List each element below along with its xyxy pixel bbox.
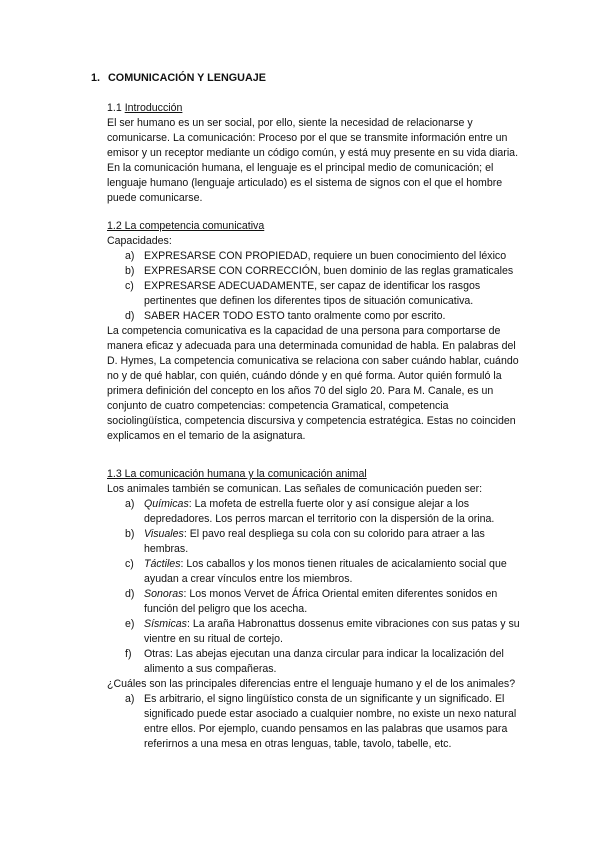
signals-list <box>107 497 525 677</box>
section-heading <box>107 101 525 116</box>
section-number: 1.1 <box>107 102 122 114</box>
list-item <box>107 279 525 309</box>
list-item-term: Táctiles <box>144 558 181 570</box>
list-item <box>107 587 525 617</box>
chapter-number: 1. <box>91 72 101 84</box>
question: ¿Cuáles son las principales diferencias entre el lenguaje humano y el de los animales? <box>107 678 516 690</box>
list-item-text: EXPRESARSE ADECUADAMENTE, ser capaz de identificar los rasgos pertinentes que definen los diferentes tipos de situación comunicativa. <box>144 280 481 307</box>
list-item-term: Sísmicas <box>144 618 187 630</box>
list-marker: f) <box>125 648 132 660</box>
list-item <box>107 497 525 527</box>
list-marker: d) <box>125 310 135 322</box>
list-item-text: SABER HACER TODO ESTO tanto oralmente como por escrito. <box>144 310 446 322</box>
list-marker: e) <box>125 618 135 630</box>
list-item-term: Otras <box>144 648 170 660</box>
section-title: Introducción <box>124 102 183 114</box>
paragraph: La competencia comunicativa es la capacidad de una persona para comportarse de manera eficaz y adecuada para una determinada comunidad de habla. En palabras del D. Hymes, La competencia comunicativa se relaciona con saber cuándo hablar, cuándo no y de qué hablar, con quién, cuándo dónde y en qué forma. Autor quién formuló la primera definición del concepto en los años 70 del siglo 20. Para M. Canale, es un conjunto de cuatro competencias: competencia Gramatical, competencia sociolingüística, competencia discursiva y competencia estratégica. Estas no coinciden explicamos en el temario de la asignatura. <box>107 325 519 442</box>
paragraph: El ser humano es un ser social, por ello, siente la necesidad de relacionarse y comunicarse. La comunicación: Proceso por el que se transmite información entre un emisor y un receptor mediante un código común, y está muy presente en su vida diaria. En la comunicación humana, el lenguaje es el principal medio de comunicación; el lenguaje humano (lenguaje articulado) es el sistema de signos con el que el hombre puede comunicarse. <box>107 117 519 204</box>
list-marker: d) <box>125 588 135 600</box>
list-item <box>107 617 525 647</box>
section-heading: 1.2 La competencia comunicativa <box>107 220 265 232</box>
list-marker: b) <box>125 528 135 540</box>
list-item-term: Químicas <box>144 498 189 510</box>
list-item <box>107 647 525 677</box>
section-heading: 1.3 La comunicación humana y la comunicación animal <box>107 468 367 480</box>
list-marker: a) <box>125 498 135 510</box>
list-marker: c) <box>125 280 134 292</box>
list-item-text: : Los monos Vervet de África Oriental emiten diferentes sonidos en función del peligro que los acecha. <box>144 588 498 615</box>
list-item <box>107 557 525 587</box>
list-intro: Los animales también se comunican. Las señales de comunicación pueden ser: <box>107 483 483 495</box>
list-marker: c) <box>125 558 134 570</box>
list-intro: Capacidades: <box>107 235 172 247</box>
list-item-text: : Las abejas ejecutan una danza circular para indicar la localización del alimento a sus compañeras. <box>144 648 504 675</box>
section-competencia <box>107 219 525 444</box>
list-marker: a) <box>125 250 135 262</box>
chapter-title: COMUNICACIÓN Y LENGUAJE <box>108 72 266 84</box>
list-item-text: Es arbitrario, el signo lingüístico consta de un significante y un significado. El significado puede estar asociado a cualquier nombre, no existe un nexo natural entre ellos. Por ejemplo, cuando pensamos en las palabras que usamos para referirnos a una mesa en otras lenguas, table, tavolo, tabelle, etc. <box>144 693 517 750</box>
section-introduction <box>107 101 525 206</box>
list-item-text: : El pavo real despliega su cola con su colorido para atraer a las hembras. <box>144 528 485 555</box>
list-item-text: : Los caballos y los monos tienen rituales de acicalamiento social que ayudan a crear vínculos entre los miembros. <box>144 558 507 585</box>
list-item <box>107 692 525 752</box>
list-item-text: EXPRESARSE CON CORRECCIÓN, buen dominio de las reglas gramaticales <box>144 265 514 277</box>
list-marker: a) <box>125 693 135 705</box>
list-item-term: Sonoras <box>144 588 184 600</box>
list-item <box>107 527 525 557</box>
capacities-list <box>107 249 525 324</box>
section-comunicacion-animal <box>107 467 525 752</box>
list-item <box>107 264 525 279</box>
list-item-text: : La mofeta de estrella fuerte olor y así consigue alejar a los depredadores. Los perros marcan el territorio con la dispersión de la orina. <box>144 498 495 525</box>
list-item <box>107 249 525 264</box>
list-item-text: : La araña Habronattus dossenus emite vibraciones con sus patas y su vientre en su ritual de cortejo. <box>144 618 520 645</box>
chapter-heading <box>91 71 266 86</box>
list-marker: b) <box>125 265 135 277</box>
list-item-term: Visuales <box>144 528 184 540</box>
list-item <box>107 309 525 324</box>
list-item-text: EXPRESARSE CON PROPIEDAD, requiere un buen conocimiento del léxico <box>144 250 507 262</box>
differences-list <box>107 692 525 752</box>
